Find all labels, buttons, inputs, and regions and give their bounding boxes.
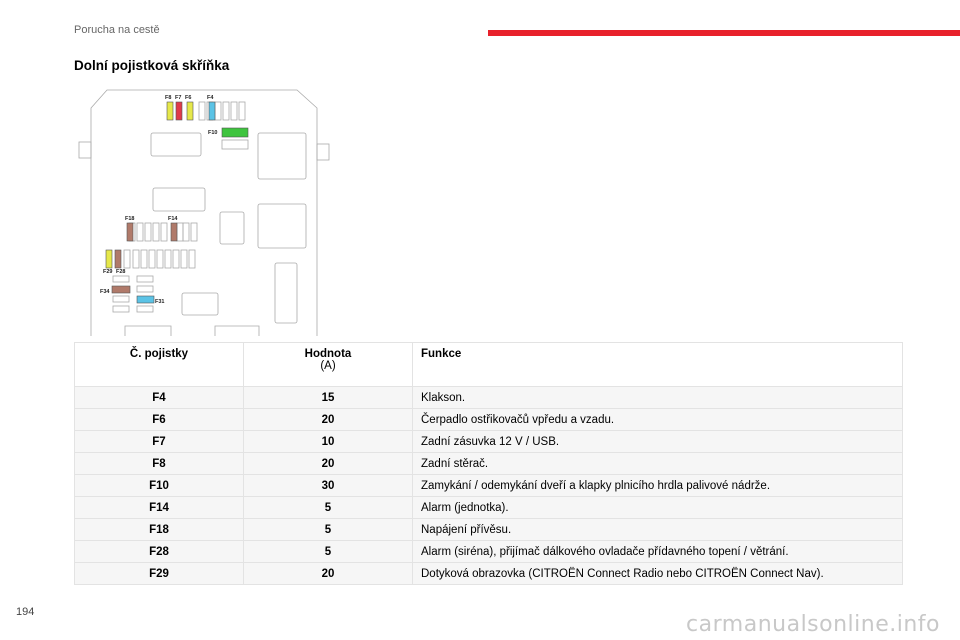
table-row xyxy=(75,475,903,497)
fuse-f10 xyxy=(222,128,248,137)
housing-outline xyxy=(91,90,317,336)
fuse-f18 xyxy=(127,223,133,241)
fuse-f34 xyxy=(112,286,130,293)
fuse-no: F7 xyxy=(75,431,244,453)
fuse-f29 xyxy=(106,250,112,268)
header-fuse-no: Č. pojistky xyxy=(75,343,244,387)
connector-right xyxy=(215,326,259,336)
table-header-row xyxy=(75,343,903,387)
fuse-function: Zadní zásuvka 12 V / USB. xyxy=(413,431,903,453)
page-number: 194 xyxy=(16,606,35,618)
label-f14: F14 xyxy=(168,216,178,222)
fuse-no: F18 xyxy=(75,519,244,541)
relay-top-left xyxy=(151,133,201,156)
fuse-box-diagram xyxy=(75,86,337,336)
fuse-no: F10 xyxy=(75,475,244,497)
header-value xyxy=(244,343,413,387)
label-f34: F34 xyxy=(100,289,110,295)
relay-lower xyxy=(182,293,218,315)
table-row xyxy=(75,387,903,409)
section-title: Dolní pojistková skříňka xyxy=(74,58,230,73)
fuse-value: 20 xyxy=(244,409,413,431)
watermark: carmanualsonline.info xyxy=(686,612,940,637)
relay-right xyxy=(258,204,306,248)
label-f8: F8 xyxy=(165,95,172,101)
fuse-value: 20 xyxy=(244,563,413,585)
label-f10: F10 xyxy=(208,130,218,136)
table-row xyxy=(75,519,903,541)
fuse-no: F29 xyxy=(75,563,244,585)
fuse-no: F8 xyxy=(75,453,244,475)
fuse-function: Zadní stěrač. xyxy=(413,453,903,475)
fuse-value: 10 xyxy=(244,431,413,453)
fuse-function: Čerpadlo ostřikovačů vpředu a vzadu. xyxy=(413,409,903,431)
label-f6: F6 xyxy=(185,95,192,101)
relay-top-right xyxy=(258,133,306,179)
header-accent-bar xyxy=(488,30,960,36)
fuse-function: Zamykání / odemykání dveří a klapky plnicího hrdla palivové nádrže. xyxy=(413,475,903,497)
fuse-function: Napájení přívěsu. xyxy=(413,519,903,541)
table-row xyxy=(75,541,903,563)
fuse-f4 xyxy=(209,102,215,120)
fuse-f6 xyxy=(187,102,193,120)
label-f31: F31 xyxy=(155,299,165,305)
fuse-value: 20 xyxy=(244,453,413,475)
fuse-table xyxy=(74,342,903,585)
fuse-no: F14 xyxy=(75,497,244,519)
label-f4: F4 xyxy=(207,95,214,101)
right-tab xyxy=(317,144,329,160)
table-row xyxy=(75,431,903,453)
label-f18: F18 xyxy=(125,216,135,222)
fuse-value: 5 xyxy=(244,541,413,563)
table-row xyxy=(75,497,903,519)
fuse-f7 xyxy=(176,102,182,120)
label-f28: F28 xyxy=(116,269,126,275)
fuse-function: Alarm (jednotka). xyxy=(413,497,903,519)
header-value-line1: Hodnota xyxy=(304,348,352,360)
relay-mid xyxy=(153,188,205,211)
header-value-line2: (A) xyxy=(320,360,336,372)
fuse-value: 15 xyxy=(244,387,413,409)
fuse-function: Klakson. xyxy=(413,387,903,409)
label-f7: F7 xyxy=(175,95,182,101)
fuse-f31 xyxy=(137,296,154,303)
table-row xyxy=(75,563,903,585)
table-row xyxy=(75,453,903,475)
running-header: Porucha na cestě xyxy=(74,24,160,36)
fuse-function: Alarm (siréna), přijímač dálkového ovladače přídavného topení / větrání. xyxy=(413,541,903,563)
fuse-f14 xyxy=(171,223,177,241)
fuse-no: F6 xyxy=(75,409,244,431)
relay-small xyxy=(220,212,244,244)
slot-f10-lower xyxy=(222,140,248,149)
fuse-f28 xyxy=(115,250,121,268)
fuse-no: F4 xyxy=(75,387,244,409)
fuse-no: F28 xyxy=(75,541,244,563)
fuse-value: 5 xyxy=(244,497,413,519)
fuse-function: Dotyková obrazovka (CITROËN Connect Radio nebo CITROËN Connect Nav). xyxy=(413,563,903,585)
fuse-value: 30 xyxy=(244,475,413,497)
left-tab xyxy=(79,142,91,158)
header-function: Funkce xyxy=(413,343,903,387)
fuse-f8 xyxy=(167,102,173,120)
label-f29: F29 xyxy=(103,269,113,275)
relay-tall xyxy=(275,263,297,323)
fuse-value: 5 xyxy=(244,519,413,541)
table-row xyxy=(75,409,903,431)
connector-left xyxy=(125,326,171,336)
